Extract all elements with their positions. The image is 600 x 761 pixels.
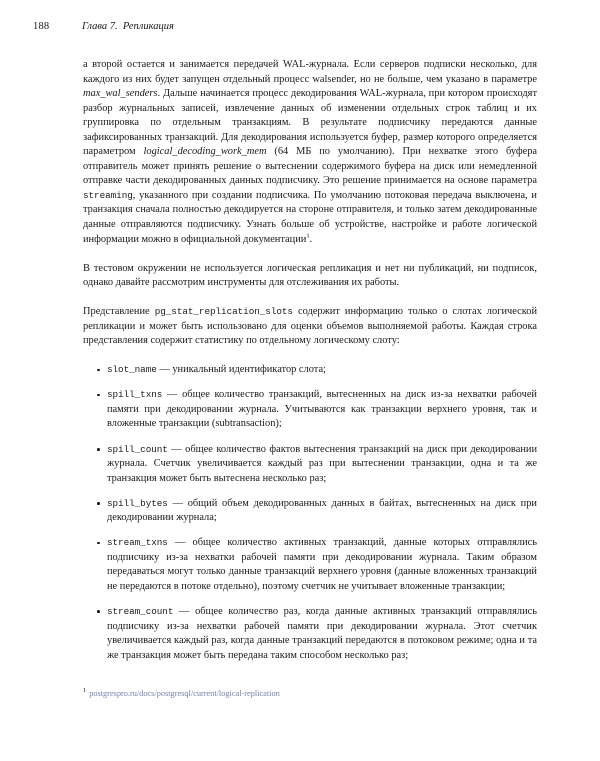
list-item — [83, 388, 537, 432]
list-item — [83, 536, 537, 594]
paragraph-test-env — [83, 262, 537, 291]
bullet-dot-icon — [97, 502, 100, 505]
text-run: В тестовом окружении не используется логическая репликация и нет ни публикаций, ни подписок, однако давайте рассмотрим инструменты для отслеживания их работы. — [83, 262, 537, 289]
inline-parameter-name: max_wal_senders — [83, 88, 158, 100]
inline-code: pg_stat_replication_slots — [154, 306, 293, 318]
footnote-link[interactable]: postgrespro.ru/docs/postgresql/current/logical-replication — [89, 689, 280, 698]
bullet-dot-icon — [97, 394, 100, 397]
list-item-description: — общий объем декодированных данных в байтах, вытесненных на диск при декодировании журнала; — [107, 497, 537, 524]
list-item-description: — общее количество активных транзакций, данные которых отправлялись подписчику из-за нехватки рабочей памяти при декодировании журнала. Таким образом передаваться могут только данные транзакций верхнего уровня (данные вложенных транзакций не передаются в потоке отдельно), поэтому счетчик не учитывает вложенные транзакции; — [107, 537, 537, 592]
chapter-title: Глава 7. Репликация — [82, 21, 174, 32]
bullet-dot-icon — [97, 610, 100, 613]
text-run: (64 МБ по умолчанию). При нехватке этого буфера отправитель может принять решение о вытеснении содержимого буфера на диск или немедленной отправке части декодированных данных подписчику. Это решение принимается на основе параметра — [83, 146, 537, 187]
inline-parameter-name: logical_decoding_work_mem — [143, 146, 267, 158]
running-head — [0, 21, 600, 37]
footnote-reference[interactable]: 1 — [306, 232, 310, 240]
list-item-description: — уникальный идентификатор слота; — [156, 364, 326, 376]
text-block — [83, 58, 537, 663]
list-item — [83, 363, 537, 378]
list-item-field-name: spill_txns — [107, 389, 163, 401]
list-item-field-name: stream_count — [107, 605, 174, 617]
text-run: Представление — [83, 306, 155, 318]
bullet-dot-icon — [97, 369, 100, 372]
list-item — [83, 443, 537, 487]
paragraph-intro — [83, 58, 537, 247]
list-item-field-name: spill_bytes — [107, 497, 168, 509]
footnote-marker: 1 — [83, 687, 87, 695]
paragraph-view-description — [83, 305, 537, 349]
list-item-description: — общее количество транзакций, вытесненных на диск из-за нехватки рабочей памяти при декодировании журнала. Учитываются как транзакции верхнего уровня, так и вложенные транзакции (subtransaction); — [107, 389, 537, 430]
list-item-field-name: stream_txns — [107, 537, 168, 549]
bullet-dot-icon — [97, 542, 100, 545]
list-item-description: — общее количество раз, когда данные активных транзакций отправлялись подписчику из-за нехватки рабочей памяти при декодировании журнала. Этот счетчик увеличивается каждый раз, когда данные транзакций передаются в потоковом режиме; одна и та же транзакция может быть передана таким способом несколько раз; — [107, 605, 537, 661]
list-item — [83, 605, 537, 663]
text-run: , указанного при создании подписчика. По умолчанию потоковая передача выключена, и транзакция сначала полностью декодируется на стороне отправителя, и только затем декодированные данные отправляются подписчику. Узнать больше об устройстве, настройке и работе логической информации можно в официальной документации — [83, 189, 537, 245]
inline-code: streaming — [83, 189, 133, 201]
list-item-description: — общее количество фактов вытеснения транзакций на диск при декодировании журнала. Счетчик увеличивается каждый раз при вытеснении транзакции, одна и та же транзакция может быть вытеснена несколько раз; — [107, 443, 537, 484]
text-run: а второй остается и занимается передачей WAL-журнала. Если серверов подписки несколько, для каждого из них будет запущен отдельный процесс walsender, но не больше, чем указано в параметре — [83, 59, 537, 85]
page-number: 188 — [33, 21, 50, 32]
text-run: . Дальше начинается процесс декодирования WAL-журнала, при котором происходят разбор журнальных записей, извлечение данных об изменении отдельных строк таблиц и их группировка по отдельным транзакциям. В результате подписчику передаются данные зафиксированных транзакций. Для декодирования используется буфер, размер которого определяется параметром — [83, 88, 537, 158]
footnote — [83, 688, 537, 699]
list-item-field-name: slot_name — [107, 364, 157, 376]
text-run: . — [309, 233, 313, 245]
bullet-dot-icon — [97, 448, 100, 451]
field-description-list — [83, 363, 537, 663]
list-item — [83, 497, 537, 526]
list-item-field-name: spill_count — [107, 443, 168, 455]
text-run: содержит информацию только о слотах логической репликации и может быть использовано для оценки объемов выполняемой работы. Каждая строка представления содержит статистику по отдельному логическому слоту: — [83, 306, 537, 347]
